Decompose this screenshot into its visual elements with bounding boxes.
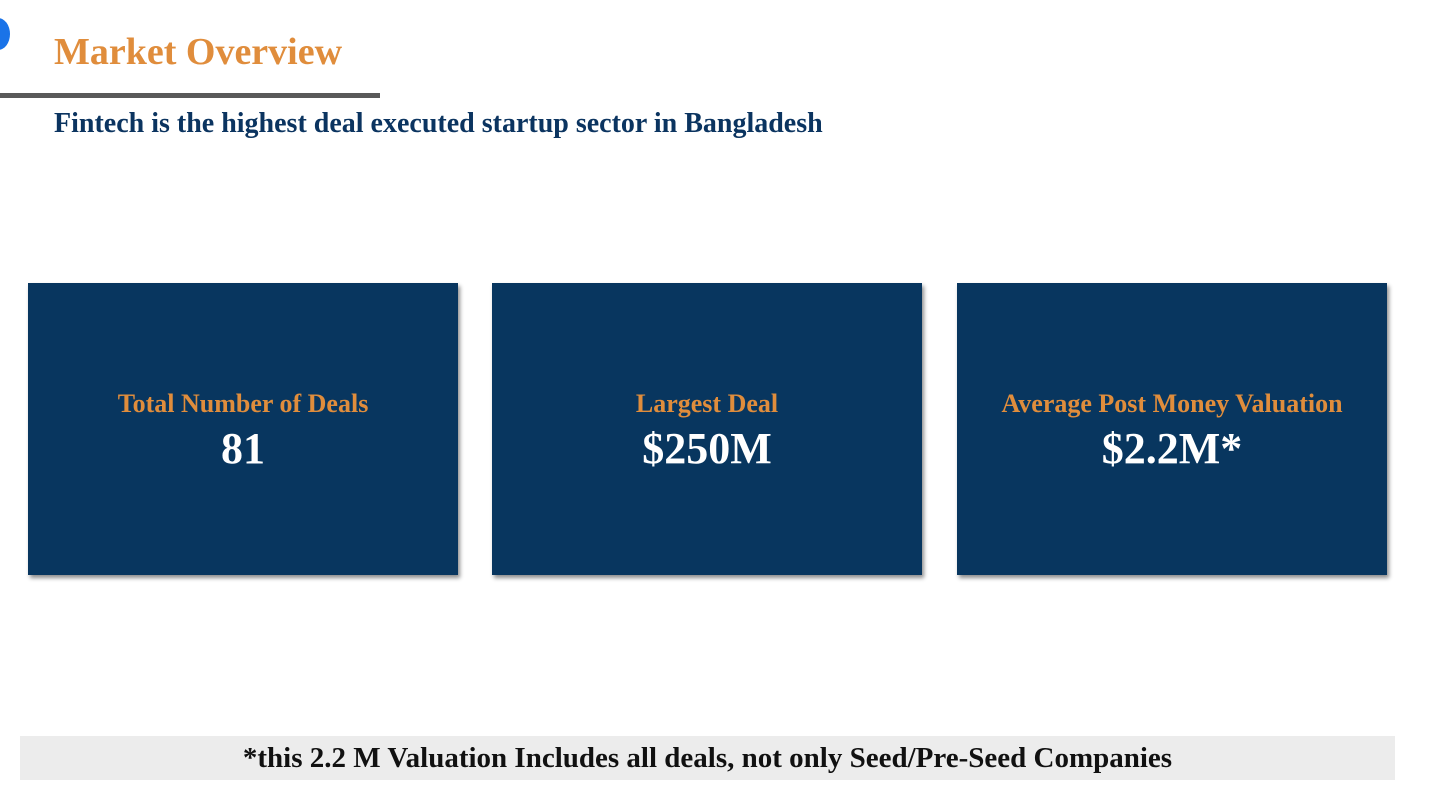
metric-card-largest-deal [492,283,922,575]
metric-card-average-valuation [957,283,1387,575]
page-title: Market Overview [54,31,343,73]
metric-value: $250M [642,424,772,473]
footnote-banner: *this 2.2 M Valuation Includes all deals, not only Seed/Pre-Seed Companies [20,736,1395,780]
metric-label: Total Number of Deals [117,389,369,418]
slide-marker-dot [0,18,10,50]
page-subtitle: Fintech is the highest deal executed startup sector in Bangladesh [54,108,823,139]
metric-value: 81 [221,424,265,473]
metric-label: Largest Deal [635,389,779,418]
metric-value: $2.2M* [1101,424,1243,473]
title-underline [0,93,380,98]
metric-label: Average Post Money Valuation [1001,389,1343,418]
metric-card-total-deals [28,283,458,575]
